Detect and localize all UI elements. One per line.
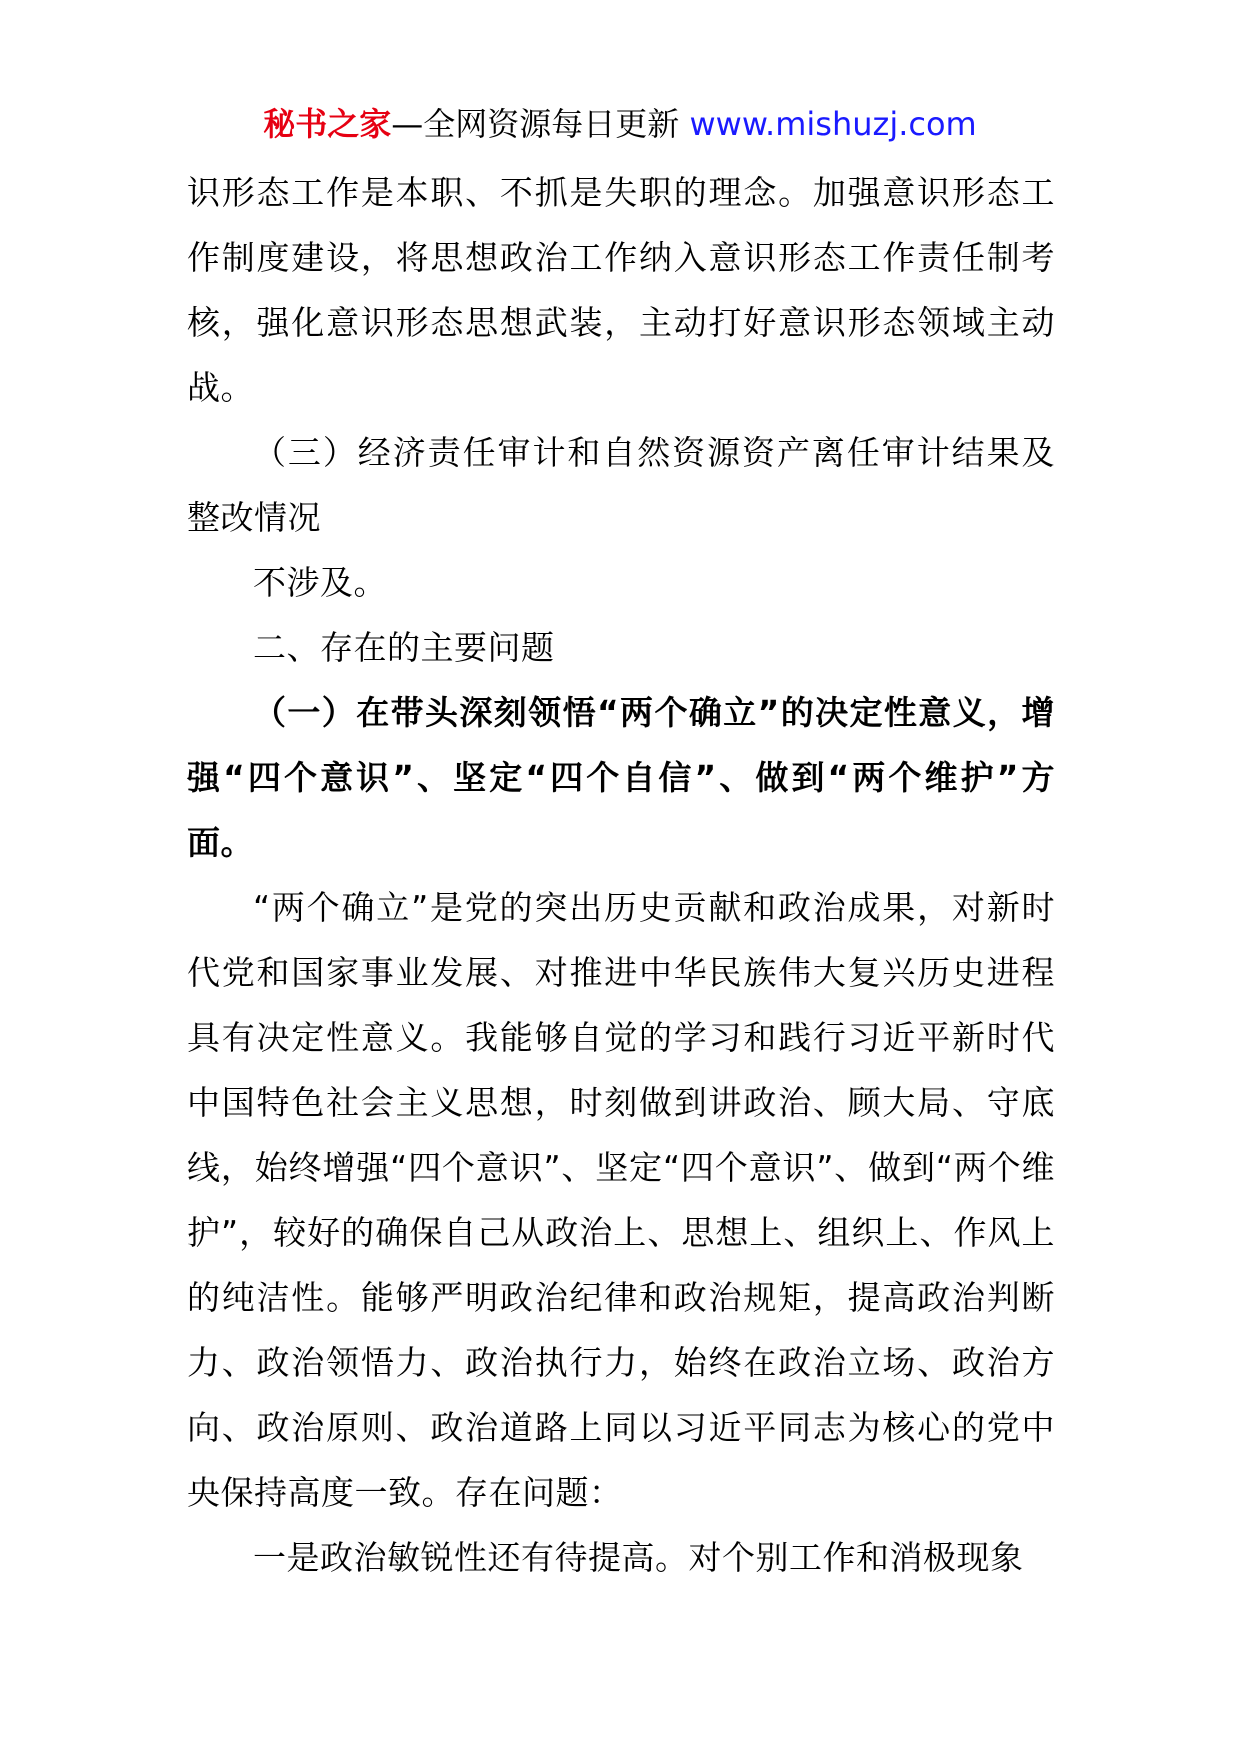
- document-body: [187, 160, 1055, 1590]
- paragraph-problem-one: 一是政治敏锐性还有待提高。对个别工作和消极现象: [253, 1538, 1024, 1577]
- site-url-link[interactable]: www.mishuzj.com: [689, 105, 977, 143]
- section-heading-problems: 二、存在的主要问题: [253, 628, 555, 667]
- subsection-heading-bold: （一）在带头深刻领悟“两个确立”的决定性意义，增强“四个意识”、坚定“四个自信”、做到“两个维护”方面。: [187, 693, 1055, 862]
- paragraph-two-establishments: “两个确立”是党的突出历史贡献和政治成果，对新时代党和国家事业发展、对推进中华民族伟大复兴历史进程具有决定性意义。我能够自觉的学习和践行习近平新时代中国特色社会主义思想，时刻做到讲政治、顾大局、守底线，始终增强“四个意识”、坚定“四个意识”、做到“两个维护”，较好的确保自己从政治上、思想上、组织上、作风上的纯洁性。能够严明政治纪律和政治规矩，提高政治判断力、政治领悟力、政治执行力，始终在政治立场、政治方向、政治原则、政治道路上同以习近平同志为核心的党中央保持高度一致。存在问题：: [187, 888, 1055, 1512]
- section-heading-audit: （三）经济责任审计和自然资源资产离任审计结果及整改情况: [187, 433, 1055, 537]
- brand-name: 秘书之家: [263, 105, 392, 143]
- paragraph-continuation: 识形态工作是本职、不抓是失职的理念。加强意识形态工作制度建设，将思想政治工作纳入意识形态工作责任制考核，强化意识形态思想武装，主动打好意识形态领域主动战。: [187, 173, 1055, 407]
- paragraph-not-applicable: 不涉及。: [253, 563, 387, 602]
- header-tagline: —全网资源每日更新: [391, 105, 690, 143]
- page-header: [0, 100, 1240, 148]
